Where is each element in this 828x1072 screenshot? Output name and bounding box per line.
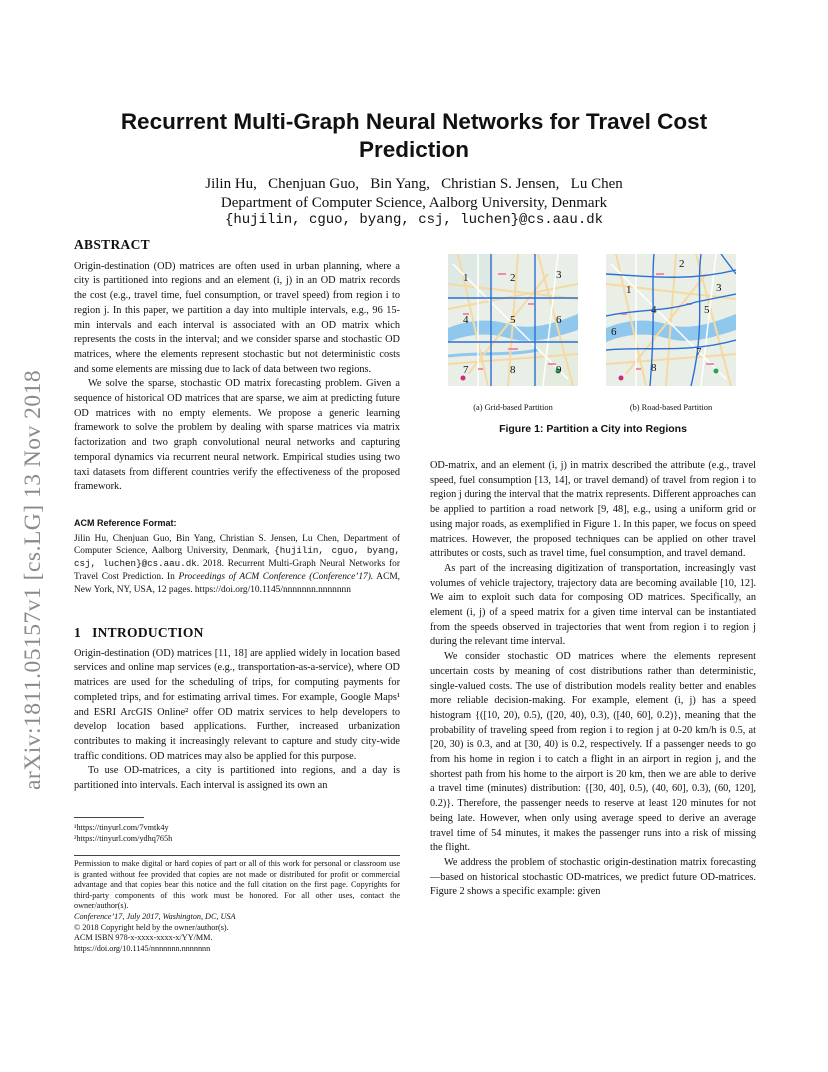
isbn-line: ACM ISBN 978-x-xxxx-xxxx-x/YY/MM. bbox=[74, 933, 213, 943]
grid-label-2: 2 bbox=[510, 272, 516, 284]
intro-paragraph-1: Origin-destination (OD) matrices [11, 18] are applied widely in location based services and online map services (e.g., transportation-as-a-service), where OD matrices are used for the scheduling of trips, for computing payments for completed trips, and for estimating arrival times. For example, Google Maps¹ and ESRI ArcGIS Online² offer OD matrix services to help developers to develop location based applications. Further, increased urbanization contributes to making it increasingly relevant to capture and study city-wide traffic conditions. OD matrices may also be applied for this purpose. bbox=[74, 647, 400, 762]
doi-line: https://doi.org/10.1145/nnnnnnn.nnnnnnn bbox=[74, 943, 211, 953]
grid-label-1: 1 bbox=[463, 272, 469, 284]
road-label-3: 3 bbox=[716, 282, 722, 294]
introduction-section bbox=[74, 626, 400, 794]
acm-ref-text-b: . 2018. Recurrent Multi-Graph Neural Networks for Travel Cost Prediction. In bbox=[74, 559, 400, 582]
grid-label-5: 5 bbox=[510, 314, 516, 326]
footnotes bbox=[74, 822, 172, 844]
acm-ref-text-c: ACM, New York, NY, USA, 12 pages. https://doi.org/10.1145/nnnnnnn.nnnnnnn bbox=[74, 571, 401, 595]
subfigure-a-caption: (a) Grid-based Partition bbox=[473, 403, 553, 412]
acm-reference-body bbox=[74, 533, 400, 597]
abstract-paragraph-1: Origin-destination (OD) matrices are often used in urban planning, where a city is partitioned into regions and an element (i, j) in an OD matrix records the cost (e.g., travel time, fuel consumption, or travel speed) from region i to region j. In this paper, we partition a day into multiple intervals, e.g., 96 15-min intervals and each interval is associated with an OD matrix which represents the costs in the interval; and we consider sparse and stochastic OD matrices, where the elements represent stochastic but not deterministic costs and some elements are missing due to lack of data between two regions. bbox=[74, 260, 400, 375]
abstract-paragraph-2: We solve the sparse, stochastic OD matrix forecasting problem. Given a sequence of historical OD matrices that are sparse, we aim at predicting future OD matrices with no empty elements. We propose a generic learning framework to solve the problem by dealing with sparse matrices via matrix factorization and two graph convolutional neural networks and capturing temporal dynamics via recurrent neural network. Empirical studies using two taxi datasets from different countries verify the effectiveness of the proposed framework. bbox=[74, 378, 400, 493]
arxiv-identifier: arXiv:1811.05157v1 [cs.LG] 13 Nov 2018 bbox=[20, 369, 46, 790]
footnote-rule bbox=[74, 817, 144, 818]
acm-reference-heading: ACM Reference Format: bbox=[74, 518, 177, 528]
grid-partition-map bbox=[448, 254, 578, 386]
right-paragraph-1: OD-matrix, and an element (i, j) in matrix described the attribute (e.g., travel speed, fuel consumption [13, 14], or travel demand) of travel from region i to region j during the interval that the matrix represents. Different approaches can be applied to partition a road network [9, 48], e.g., using a uniform grid or using major roads, as exemplified in Figure 1. In this paper, we focus on speed matrices. However, the proposed techniques can be applied on other travel attributes or costs, such as travel time, fuel consumption, and travel demand. bbox=[430, 460, 756, 560]
road-partition-map bbox=[606, 254, 736, 386]
affiliation: Department of Computer Science, Aalborg University, Denmark bbox=[220, 195, 608, 211]
subfigure-b-caption: (b) Road-based Partition bbox=[629, 403, 713, 412]
road-map-graphic bbox=[606, 254, 736, 386]
acm-ref-proceedings: Proceedings of ACM Conference (Conference’17). bbox=[178, 571, 374, 582]
road-label-4: 4 bbox=[651, 304, 657, 316]
author-block bbox=[0, 175, 828, 213]
right-paragraph-4: We address the problem of stochastic origin-destination matrix forecasting—based on historical stochastic OD-matrices, we predict future OD-matrices. Figure 2 shows a specific example: given bbox=[430, 856, 756, 898]
permission-block bbox=[74, 859, 400, 954]
road-label-2: 2 bbox=[679, 258, 685, 270]
conference-line: Conference’17, July 2017, Washington, DC, USA bbox=[74, 911, 236, 921]
permission-rule bbox=[74, 855, 400, 856]
copyright-line: © 2018 Copyright held by the owner/author(s). bbox=[74, 922, 229, 932]
introduction-heading: 1 INTRODUCTION bbox=[74, 625, 204, 640]
acm-ref-emails: {hujilin, cguo, byang, csj, luchen}@cs.aau.dk bbox=[74, 545, 400, 570]
abstract-heading: ABSTRACT bbox=[74, 237, 150, 252]
road-label-6: 6 bbox=[611, 326, 617, 338]
grid-label-8: 8 bbox=[510, 364, 516, 376]
footnote-1: ¹https://tinyurl.com/7vmtk4y bbox=[74, 823, 169, 832]
right-paragraph-2: As part of the increasing digitization of transportation, increasingly vast volumes of vehicle trajectory, trajectory data are becoming available [10, 12]. We aim to exploit such data for composing OD matrices. Specifically, an element (i, j) of a speed matrix for a given time interval can be instantiated from the speeds observed in trajectories that went from region i to region j during the relevant time interval. bbox=[430, 562, 756, 648]
footnote-2: ²https://tinyurl.com/ydhq765h bbox=[74, 834, 173, 843]
road-label-1: 1 bbox=[626, 284, 632, 296]
paper-title bbox=[0, 108, 828, 164]
road-label-7: 7 bbox=[696, 346, 702, 358]
road-label-5: 5 bbox=[704, 304, 710, 316]
intro-paragraph-2: To use OD-matrices, a city is partitioned into regions, and a day is partitioned into intervals. Each interval is assigned its own an bbox=[74, 765, 400, 792]
figure-1-caption: Figure 1: Partition a City into Regions bbox=[499, 423, 687, 435]
right-paragraph-3: We consider stochastic OD matrices where the elements represent uncertain costs by meaning of cost distributions rather than deterministic, single-valued costs. The use of distribution models reality better and enables more reliable decision-making. For example, element (i, j) has a speed histogram {([10, 20), 0.5), ([20, 40), 0.3), ([40, 60], 0.2)}, meaning that the probability of traveling speed from region i to region j at 0-20 km/h is 0.5, at [20, 30) is 0.3, and at [30, 40) is 0.2, respectively. If a passenger needs to go from his home in region i to catch a flight in an airport in region j, and the shortest path from his home to the airport is 20 km, then we are able to derive a travel time (minutes) distribution: {[30, 40], 0.5), (40, 60], 0.3), (60, 120], 0.2)}. Therefore, the passenger needs to reserve at least 120 minutes for not being late. However, when only using average speed to derive an average travel time of 54 minutes, it makes the passenger runs into a risk of missing the flight. bbox=[430, 651, 756, 854]
title-line-1: Recurrent Multi-Graph Neural Networks for Travel Cost bbox=[120, 109, 708, 134]
grid-label-7: 7 bbox=[463, 364, 469, 376]
title-line-2: Prediction bbox=[358, 137, 470, 162]
acm-ref-text-a: Jilin Hu, Chenjuan Guo, Bin Yang, Christian S. Jensen, Lu Chen, Department of Computer Science, Aalborg University, Denmark, bbox=[74, 533, 400, 557]
grid-label-4: 4 bbox=[463, 314, 469, 326]
grid-label-3: 3 bbox=[556, 269, 562, 281]
grid-label-6: 6 bbox=[556, 314, 562, 326]
author-emails: {hujilin, cguo, byang, csj, luchen}@cs.aau.dk bbox=[224, 212, 604, 228]
grid-label-9: 9 bbox=[556, 364, 562, 376]
acm-reference bbox=[74, 517, 400, 596]
abstract-section bbox=[74, 238, 400, 495]
road-label-8: 8 bbox=[651, 362, 657, 374]
permission-text: Permission to make digital or hard copies of part or all of this work for personal or classroom use is granted without fee provided that copies are not made or distributed for profit or commercial advantage and that copies bear this notice and the full citation on the first page. Copyrights for third-party components of this work must be honored. For all other uses, contact the owner/author(s). bbox=[74, 859, 400, 911]
right-column-text bbox=[430, 459, 756, 900]
author-list: Jilin Hu, Chenjuan Guo, Bin Yang, Christian S. Jensen, Lu Chen bbox=[205, 176, 623, 192]
